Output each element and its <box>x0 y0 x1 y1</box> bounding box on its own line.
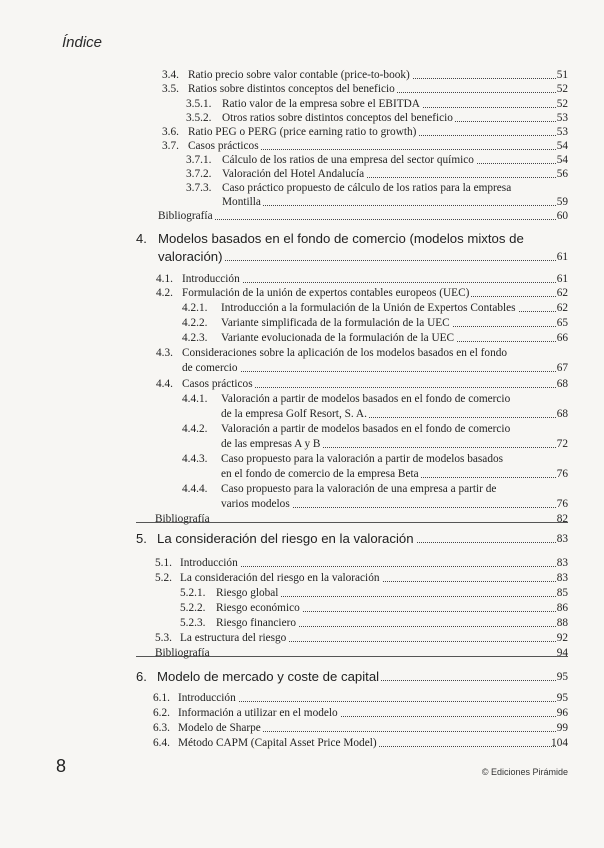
toc-entry <box>0 346 604 362</box>
toc-entry <box>0 407 604 423</box>
toc-page-number: 62 <box>556 287 568 299</box>
toc-entry-title: La consideración del riesgo en la valoración <box>157 531 414 546</box>
toc-entry-number: 4.4. <box>156 378 173 390</box>
toc-leader-dots <box>222 195 556 206</box>
toc-entry <box>0 482 604 498</box>
toc-entry-number: 5.1. <box>155 557 172 569</box>
toc-chapter <box>0 670 604 686</box>
toc-entry-number: 3.7.3. <box>186 182 212 194</box>
toc-chapter <box>0 532 604 548</box>
toc-entry-number: 3.5.1. <box>186 98 212 110</box>
toc-entry <box>0 82 604 98</box>
toc-entry <box>0 736 604 752</box>
toc-entry-number: 4.2.2. <box>182 317 208 329</box>
toc-entry-number: 6.1. <box>153 692 170 704</box>
toc-page-number: 94 <box>556 647 568 659</box>
toc-page-number: 99 <box>556 722 568 734</box>
toc-entry-title: Introducción a la formulación de la Unión de Expertos Contables <box>221 302 516 314</box>
toc-page-number: 61 <box>556 273 568 285</box>
toc-entry <box>0 286 604 302</box>
toc-entry-number: 6.2. <box>153 707 170 719</box>
toc-entry-title: valoración) <box>158 249 223 264</box>
toc-page-number: 83 <box>556 557 568 569</box>
page-number: 8 <box>56 756 67 776</box>
toc-entry-number: 5.2.2. <box>180 602 206 614</box>
toc-entry <box>0 331 604 347</box>
toc-entry-title: Bibliografía <box>155 513 210 525</box>
toc-entry-title: Ratios sobre distintos conceptos del beneficio <box>188 83 395 95</box>
toc-entry-title: Variante simplificada de la formulación de la UEC <box>221 317 450 329</box>
toc-entry <box>0 691 604 707</box>
toc-page-number: 52 <box>556 83 568 95</box>
toc-entry-title: Riesgo económico <box>216 602 300 614</box>
toc-entry-number: 3.5.2. <box>186 112 212 124</box>
toc-page-number: 82 <box>556 513 568 525</box>
toc-entry <box>0 437 604 453</box>
toc-entry-number: 5.2. <box>155 572 172 584</box>
toc-page-number: 76 <box>556 468 568 480</box>
toc-page-number: 68 <box>556 408 568 420</box>
page-header-title: Índice <box>62 34 103 51</box>
toc-entry <box>0 586 604 602</box>
toc-entry-title: Información a utilizar en el modelo <box>178 707 338 719</box>
toc-entry-title: Modelo de Sharpe <box>178 722 261 734</box>
toc-entry-title: Caso propuesto para la valoración a partir de modelos basados <box>221 453 504 465</box>
toc-entry <box>0 316 604 332</box>
toc-entry-title: Casos prácticos <box>182 378 253 390</box>
toc-entry-number: 3.7. <box>162 140 179 152</box>
toc-page-number: 54 <box>556 140 568 152</box>
toc-entry-title: de comercio <box>182 362 238 374</box>
toc-page-number: 92 <box>556 632 568 644</box>
toc-chapter <box>0 250 604 266</box>
toc-entry <box>0 497 604 513</box>
toc-page-number: 66 <box>556 332 568 344</box>
toc-entry-number: 3.6. <box>162 126 179 138</box>
toc-entry-title: Riesgo financiero <box>216 617 296 629</box>
toc-entry-title: La estructura del riesgo <box>180 632 287 644</box>
toc-page-number: 65 <box>556 317 568 329</box>
toc-entry-number: 3.7.2. <box>186 168 212 180</box>
toc-entry-number: 4.4.1. <box>182 393 208 405</box>
toc-entry-number: 4.4.4. <box>182 483 208 495</box>
toc-page-number: 72 <box>556 438 568 450</box>
toc-entry <box>0 422 604 438</box>
toc-page-number: 61 <box>556 251 568 263</box>
toc-page-number: 67 <box>556 362 568 374</box>
toc-entry-title: Riesgo global <box>216 587 279 599</box>
toc-entry-number: 5.3. <box>155 632 172 644</box>
toc-entry-title: de las empresas A y B <box>221 438 321 450</box>
toc-page-number: 56 <box>556 168 568 180</box>
toc-chapter <box>0 232 604 248</box>
toc-page-number: 85 <box>556 587 568 599</box>
toc-page-number: 76 <box>556 498 568 510</box>
toc-page-number: 83 <box>556 572 568 584</box>
toc-entry <box>0 361 604 377</box>
toc-entry-number: 4.4.2. <box>182 423 208 435</box>
toc-entry-title: varios modelos <box>221 498 290 510</box>
toc-page-number: 83 <box>556 533 568 545</box>
toc-entry-number: 3.4. <box>162 69 179 81</box>
toc-entry <box>0 631 604 647</box>
toc-page-number: 54 <box>556 154 568 166</box>
toc-entry-title: Valoración del Hotel Andalucía <box>222 168 365 180</box>
toc-entry-title: Caso práctico propuesto de cálculo de los ratios para la empresa <box>222 182 512 194</box>
toc-page-number: 51 <box>556 69 568 81</box>
toc-entry-number: 4.2.3. <box>182 332 208 344</box>
toc-entry <box>0 556 604 572</box>
toc-entry-title: Introducción <box>182 273 240 285</box>
chapter-6-rule <box>136 656 568 657</box>
toc-entry-title: de la empresa Golf Resort, S. A. <box>221 408 367 420</box>
toc-entry-number: 4.4.3. <box>182 453 208 465</box>
toc-page-number: 68 <box>556 378 568 390</box>
toc-entry <box>0 512 604 528</box>
toc-page-number: 53 <box>556 126 568 138</box>
toc-entry <box>0 452 604 468</box>
toc-entry <box>0 616 604 632</box>
toc-entry-title: Introducción <box>180 557 238 569</box>
toc-entry <box>0 467 604 483</box>
toc-page-number: 62 <box>556 302 568 314</box>
toc-entry-title: Cálculo de los ratios de una empresa del sector químico <box>222 154 474 166</box>
toc-entry-title: en el fondo de comercio de la empresa Beta <box>221 468 419 480</box>
toc-entry-title: Otros ratios sobre distintos conceptos del beneficio <box>222 112 453 124</box>
toc-entry <box>0 301 604 317</box>
toc-entry <box>0 721 604 737</box>
toc-entry-title: Montilla <box>222 196 261 208</box>
toc-entry-number: 5.2.1. <box>180 587 206 599</box>
chapter-5-rule <box>136 522 568 523</box>
toc-page-number: 95 <box>556 671 568 683</box>
toc-entry-number: 5. <box>136 531 147 546</box>
toc-entry-title: Variante evolucionada de la formulación de la UEC <box>221 332 455 344</box>
toc-entry <box>0 646 604 662</box>
toc-entry-title: Valoración a partir de modelos basados en el fondo de comercio <box>221 393 511 405</box>
toc-entry-title: Consideraciones sobre la aplicación de los modelos basados en el fondo <box>182 347 508 359</box>
toc-entry-title: Valoración a partir de modelos basados en el fondo de comercio <box>221 423 511 435</box>
toc-entry-number: 4.2.1. <box>182 302 208 314</box>
toc-entry-title: Modelo de mercado y coste de capital <box>157 669 380 684</box>
toc-entry-title: Caso propuesto para la valoración de una empresa a partir de <box>221 483 497 495</box>
toc-entry-number: 3.5. <box>162 83 179 95</box>
toc-entry-title: Casos prácticos <box>188 140 259 152</box>
toc-page-number: 95 <box>556 692 568 704</box>
toc-entry <box>0 377 604 393</box>
toc-page-number: 53 <box>556 112 568 124</box>
toc-entry-number: 4.3. <box>156 347 173 359</box>
toc-page-number: 88 <box>556 617 568 629</box>
toc-page-number: 60 <box>556 210 568 222</box>
toc-entry-title: Ratio PEG o PERG (price earning ratio to growth) <box>188 126 417 138</box>
toc-entry-title: Formulación de la unión de expertos contables europeos (UEC) <box>182 287 470 299</box>
toc-entry-title: Método CAPM (Capital Asset Price Model) <box>178 737 377 749</box>
toc-entry-number: 5.2.3. <box>180 617 206 629</box>
toc-entry <box>0 601 604 617</box>
toc-entry-title: Modelos basados en el fondo de comercio (modelos mixtos de <box>158 231 524 246</box>
toc-entry-title: Introducción <box>178 692 236 704</box>
toc-entry-number: 3.7.1. <box>186 154 212 166</box>
toc-entry-number: 6.3. <box>153 722 170 734</box>
toc-page-number: 52 <box>556 98 568 110</box>
toc-entry-title: La consideración del riesgo en la valoración <box>180 572 380 584</box>
toc-page-number: 104 <box>551 737 568 749</box>
toc-entry <box>0 209 604 225</box>
toc-entry <box>0 706 604 722</box>
toc-page-number: 96 <box>556 707 568 719</box>
toc-entry <box>0 392 604 408</box>
toc-page-number: 86 <box>556 602 568 614</box>
toc-entry <box>0 571 604 587</box>
toc-entry-number: 4. <box>136 231 147 246</box>
toc-entry-title: Ratio precio sobre valor contable (price-to-book) <box>188 69 410 81</box>
toc-page-number: 59 <box>556 196 568 208</box>
copyright-notice: © Ediciones Pirámide <box>481 767 568 777</box>
toc-entry-title: Ratio valor de la empresa sobre el EBITDA <box>222 98 420 110</box>
toc-entry-title: Bibliografía <box>155 647 210 659</box>
toc-leader-dots <box>158 209 556 220</box>
toc-entry-number: 6.4. <box>153 737 170 749</box>
toc-entry-title: Bibliografía <box>158 210 213 222</box>
toc-entry-number: 6. <box>136 669 147 684</box>
toc-entry-number: 4.1. <box>156 273 173 285</box>
toc-entry-number: 4.2. <box>156 287 173 299</box>
